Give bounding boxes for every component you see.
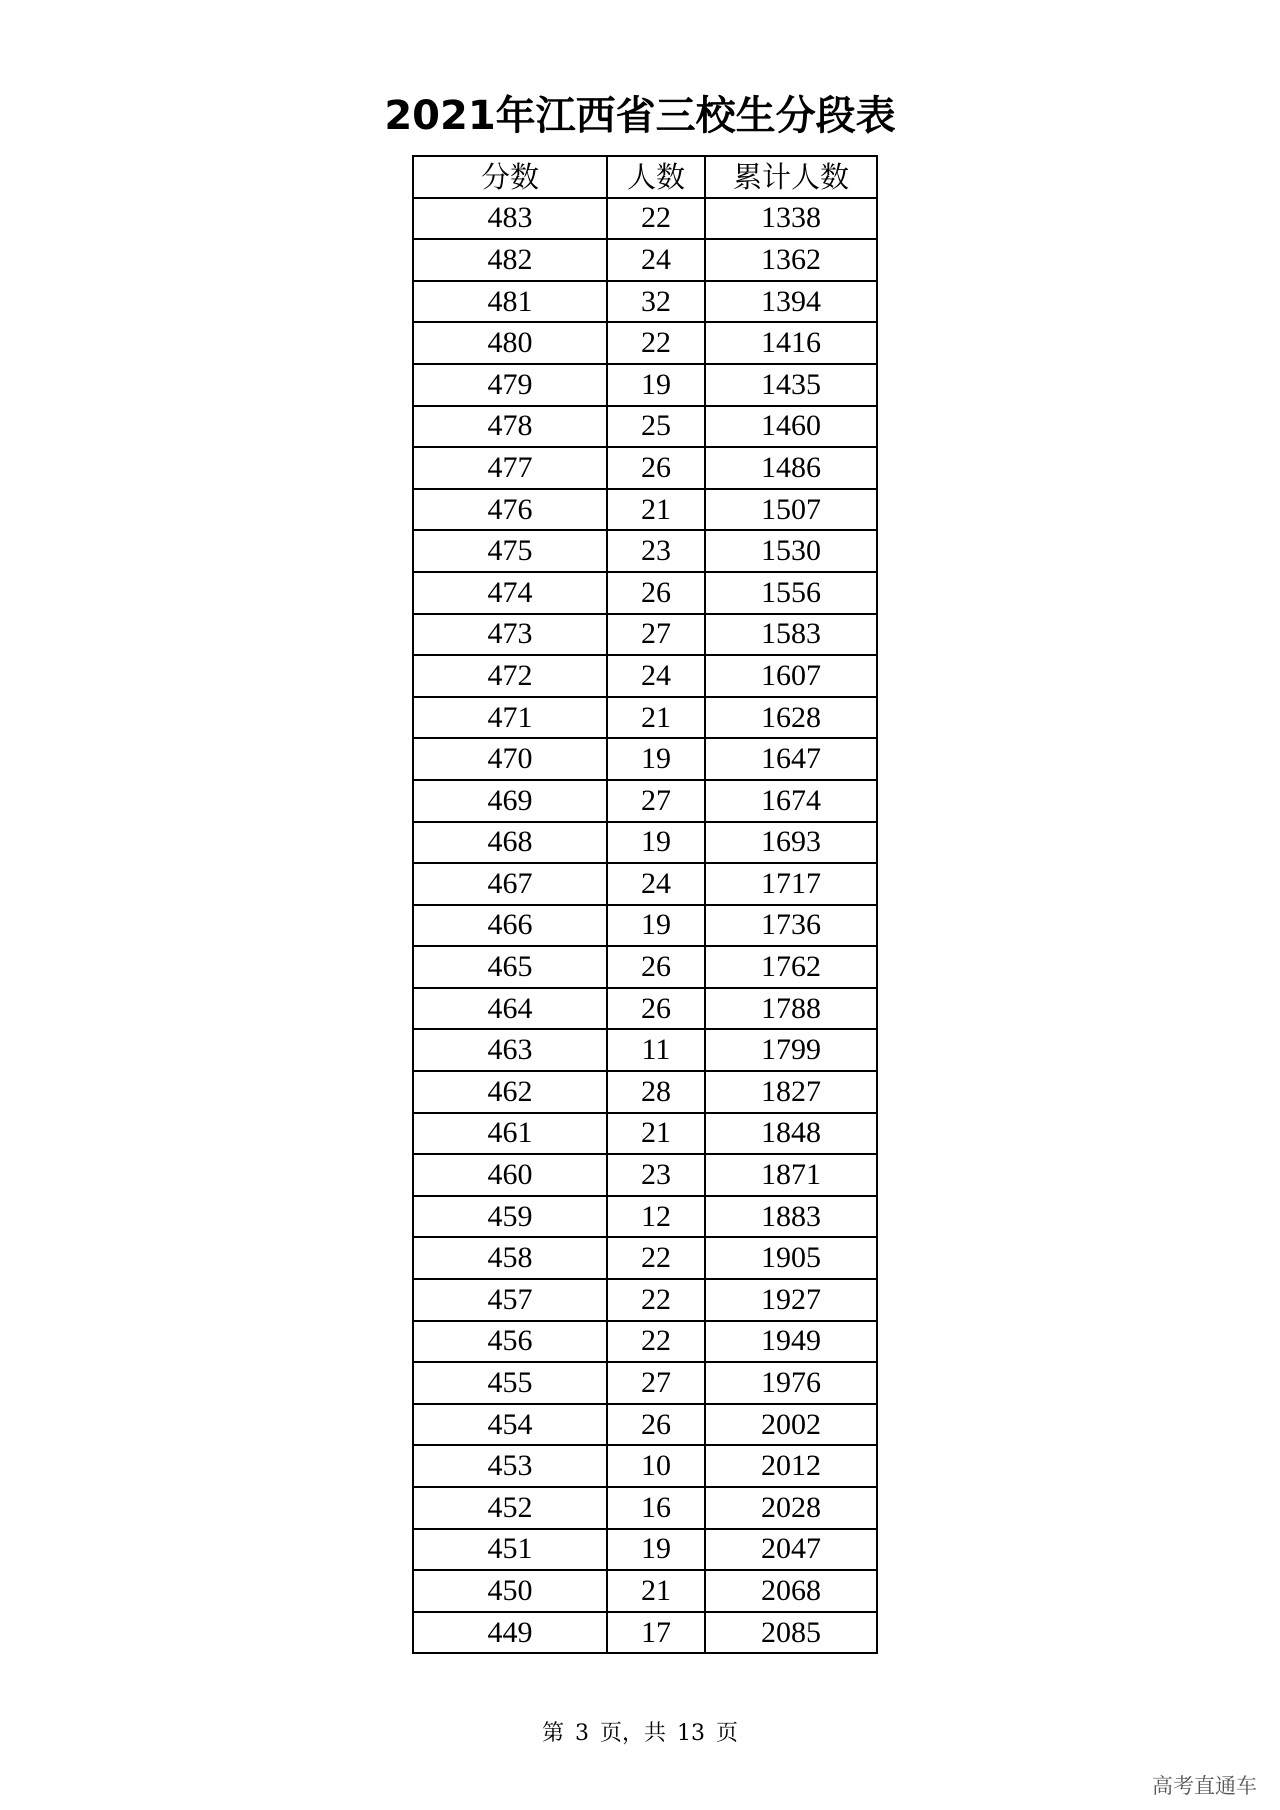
cell-count: 16 — [607, 1487, 705, 1529]
cell-cumulative: 1871 — [705, 1154, 877, 1196]
cell-score: 470 — [413, 738, 607, 780]
table-row — [413, 905, 877, 947]
table-row — [413, 1529, 877, 1571]
cell-count: 24 — [607, 655, 705, 697]
cell-count: 21 — [607, 1113, 705, 1155]
cell-score: 465 — [413, 946, 607, 988]
cell-score: 455 — [413, 1362, 607, 1404]
page-footer: 第 3 页，共 13 页 — [542, 1721, 738, 1746]
table-row — [413, 655, 877, 697]
table-row — [413, 988, 877, 1030]
cell-cumulative: 1362 — [705, 239, 877, 281]
cell-score: 482 — [413, 239, 607, 281]
cell-cumulative: 1736 — [705, 905, 877, 947]
cell-count: 27 — [607, 614, 705, 656]
cell-cumulative: 1416 — [705, 322, 877, 364]
cell-score: 468 — [413, 822, 607, 864]
cell-score: 453 — [413, 1445, 607, 1487]
table-row — [413, 780, 877, 822]
cell-cumulative: 1435 — [705, 364, 877, 406]
cell-cumulative: 1848 — [705, 1113, 877, 1155]
table-row — [413, 406, 877, 448]
cell-count: 23 — [607, 1154, 705, 1196]
table-row — [413, 489, 877, 531]
table-row — [413, 1321, 877, 1363]
cell-cumulative: 1883 — [705, 1196, 877, 1238]
cell-score: 475 — [413, 530, 607, 572]
cell-score: 476 — [413, 489, 607, 531]
table-row — [413, 572, 877, 614]
cell-cumulative: 1717 — [705, 863, 877, 905]
cell-score: 457 — [413, 1279, 607, 1321]
cell-score: 483 — [413, 198, 607, 240]
cell-count: 22 — [607, 322, 705, 364]
score-table — [412, 155, 878, 1654]
cell-count: 21 — [607, 1570, 705, 1612]
cell-score: 473 — [413, 614, 607, 656]
cell-cumulative: 1799 — [705, 1029, 877, 1071]
cell-cumulative: 1460 — [705, 406, 877, 448]
table-row — [413, 1362, 877, 1404]
cell-score: 458 — [413, 1237, 607, 1279]
cell-cumulative: 1693 — [705, 822, 877, 864]
cell-count: 19 — [607, 364, 705, 406]
cell-count: 24 — [607, 863, 705, 905]
cell-count: 26 — [607, 988, 705, 1030]
cell-score: 452 — [413, 1487, 607, 1529]
cell-score: 466 — [413, 905, 607, 947]
table-row — [413, 697, 877, 739]
cell-count: 21 — [607, 489, 705, 531]
cell-count: 19 — [607, 822, 705, 864]
cell-cumulative: 2028 — [705, 1487, 877, 1529]
cell-cumulative: 1674 — [705, 780, 877, 822]
cell-count: 19 — [607, 1529, 705, 1571]
header-cumulative: 累计人数 — [705, 156, 877, 198]
cell-cumulative: 2085 — [705, 1612, 877, 1654]
cell-score: 467 — [413, 863, 607, 905]
cell-count: 24 — [607, 239, 705, 281]
cell-score: 449 — [413, 1612, 607, 1654]
cell-cumulative: 2068 — [705, 1570, 877, 1612]
cell-count: 19 — [607, 905, 705, 947]
table-row — [413, 614, 877, 656]
cell-count: 26 — [607, 572, 705, 614]
cell-cumulative: 1905 — [705, 1237, 877, 1279]
cell-score: 454 — [413, 1404, 607, 1446]
cell-score: 472 — [413, 655, 607, 697]
cell-cumulative: 1788 — [705, 988, 877, 1030]
cell-count: 17 — [607, 1612, 705, 1654]
watermark: 高考直通车 — [1152, 1774, 1257, 1798]
cell-count: 27 — [607, 780, 705, 822]
cell-score: 450 — [413, 1570, 607, 1612]
cell-count: 25 — [607, 406, 705, 448]
cell-cumulative: 1338 — [705, 198, 877, 240]
cell-count: 27 — [607, 1362, 705, 1404]
cell-score: 478 — [413, 406, 607, 448]
cell-cumulative: 2012 — [705, 1445, 877, 1487]
cell-cumulative: 1976 — [705, 1362, 877, 1404]
table-row — [413, 1154, 877, 1196]
cell-count: 12 — [607, 1196, 705, 1238]
cell-cumulative: 2047 — [705, 1529, 877, 1571]
cell-score: 474 — [413, 572, 607, 614]
cell-score: 451 — [413, 1529, 607, 1571]
cell-cumulative: 1583 — [705, 614, 877, 656]
table-row — [413, 1445, 877, 1487]
page-title: 2021年江西省三校生分段表 — [384, 93, 896, 139]
cell-score: 481 — [413, 281, 607, 323]
table-row — [413, 1279, 877, 1321]
cell-cumulative: 1927 — [705, 1279, 877, 1321]
table-row — [413, 1612, 877, 1654]
cell-cumulative: 1556 — [705, 572, 877, 614]
cell-score: 459 — [413, 1196, 607, 1238]
cell-score: 463 — [413, 1029, 607, 1071]
table-row — [413, 322, 877, 364]
table-row — [413, 1113, 877, 1155]
table-row — [413, 1487, 877, 1529]
cell-count: 19 — [607, 738, 705, 780]
cell-cumulative: 1628 — [705, 697, 877, 739]
table-row — [413, 1237, 877, 1279]
cell-score: 456 — [413, 1321, 607, 1363]
cell-count: 26 — [607, 447, 705, 489]
cell-cumulative: 1486 — [705, 447, 877, 489]
cell-count: 22 — [607, 1279, 705, 1321]
table-row — [413, 447, 877, 489]
cell-score: 469 — [413, 780, 607, 822]
cell-count: 26 — [607, 946, 705, 988]
cell-cumulative: 1394 — [705, 281, 877, 323]
cell-count: 23 — [607, 530, 705, 572]
cell-cumulative: 2002 — [705, 1404, 877, 1446]
cell-count: 21 — [607, 697, 705, 739]
cell-score: 477 — [413, 447, 607, 489]
cell-score: 479 — [413, 364, 607, 406]
cell-score: 464 — [413, 988, 607, 1030]
cell-score: 480 — [413, 322, 607, 364]
table-row — [413, 198, 877, 240]
cell-count: 26 — [607, 1404, 705, 1446]
cell-count: 11 — [607, 1029, 705, 1071]
cell-cumulative: 1607 — [705, 655, 877, 697]
cell-count: 10 — [607, 1445, 705, 1487]
cell-count: 22 — [607, 198, 705, 240]
header-count: 人数 — [607, 156, 705, 198]
table-row — [413, 946, 877, 988]
cell-cumulative: 1827 — [705, 1071, 877, 1113]
table-row — [413, 1071, 877, 1113]
cell-score: 471 — [413, 697, 607, 739]
cell-cumulative: 1530 — [705, 530, 877, 572]
table-row — [413, 738, 877, 780]
cell-score: 460 — [413, 1154, 607, 1196]
table-row — [413, 364, 877, 406]
cell-cumulative: 1507 — [705, 489, 877, 531]
table-row — [413, 530, 877, 572]
cell-cumulative: 1949 — [705, 1321, 877, 1363]
cell-count: 28 — [607, 1071, 705, 1113]
cell-count: 32 — [607, 281, 705, 323]
cell-score: 462 — [413, 1071, 607, 1113]
table-row — [413, 822, 877, 864]
table-row — [413, 1404, 877, 1446]
table-row — [413, 1196, 877, 1238]
table-row — [413, 863, 877, 905]
header-score: 分数 — [413, 156, 607, 198]
table-row — [413, 239, 877, 281]
cell-score: 461 — [413, 1113, 607, 1155]
cell-cumulative: 1647 — [705, 738, 877, 780]
table-row — [413, 281, 877, 323]
cell-count: 22 — [607, 1321, 705, 1363]
table-row — [413, 1029, 877, 1071]
cell-count: 22 — [607, 1237, 705, 1279]
cell-cumulative: 1762 — [705, 946, 877, 988]
table-header — [413, 156, 877, 198]
table-row — [413, 1570, 877, 1612]
